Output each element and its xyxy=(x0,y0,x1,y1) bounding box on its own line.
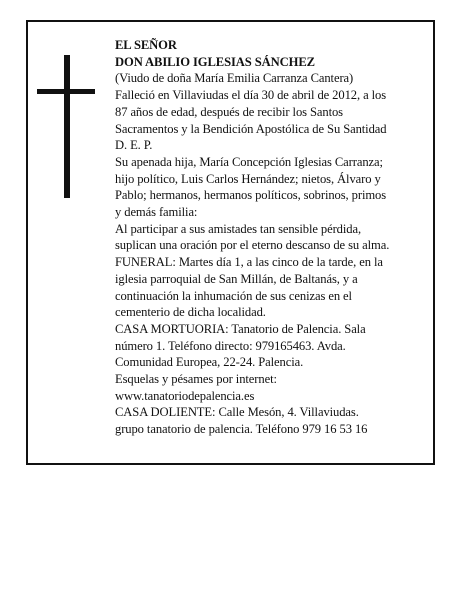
cross-vertical-bar xyxy=(64,55,70,198)
text-line: y demás familia: xyxy=(115,205,198,220)
notice-heading-title: EL SEÑOR xyxy=(115,38,177,52)
text-line: Esquelas y pésames por internet: xyxy=(115,372,277,387)
text-line: número 1. Teléfono directo: 979165463. Avda. xyxy=(115,338,346,353)
text-line: Pablo; hermanos, hermanos políticos, sobrinos, primos xyxy=(115,188,387,203)
text-line: grupo tanatorio de palencia. Teléfono 979 16 53 16 xyxy=(115,422,368,437)
obituary-text xyxy=(115,37,423,438)
notice-heading-name: DON ABILIO IGLESIAS SÁNCHEZ xyxy=(115,54,315,69)
text-line: www.tanatoriodepalencia.es xyxy=(115,388,255,403)
text-line: hijo político, Luis Carlos Hernández; nietos, Álvaro y xyxy=(115,171,381,186)
text-line: Su apenada hija, María Concepción Iglesias Carranza; xyxy=(115,154,383,169)
text-line: 87 años de edad, después de recibir los Santos xyxy=(115,104,343,119)
text-line: suplican una oración por el eterno descanso de su alma. xyxy=(115,238,390,253)
text-line: D. E. P. xyxy=(115,138,153,153)
text-line: (Viudo de doña María Emilia Carranza Cantera) xyxy=(115,71,354,86)
text-line: iglesia parroquial de San Millán, de Baltanás, y a xyxy=(115,271,358,286)
text-line: continuación la inhumación de sus cenizas en el xyxy=(115,288,352,303)
text-line: FUNERAL: Martes día 1, a las cinco de la tarde, en la xyxy=(115,255,383,270)
cross-horizontal-bar xyxy=(37,89,95,94)
text-line: Falleció en Villaviudas el día 30 de abril de 2012, a los xyxy=(115,88,387,103)
text-line: cementerio de dicha localidad. xyxy=(115,305,266,320)
text-line: CASA DOLIENTE: Calle Mesón, 4. Villaviudas. xyxy=(115,405,359,420)
text-line: Comunidad Europea, 22-24. Palencia. xyxy=(115,355,304,370)
text-line: CASA MORTUORIA: Tanatorio de Palencia. Sala xyxy=(115,321,366,336)
text-line: Al participar a sus amistades tan sensible pérdida, xyxy=(115,221,362,236)
cross-icon xyxy=(37,55,95,198)
text-line: Sacramentos y la Bendición Apostólica de Su Santidad xyxy=(115,121,387,136)
